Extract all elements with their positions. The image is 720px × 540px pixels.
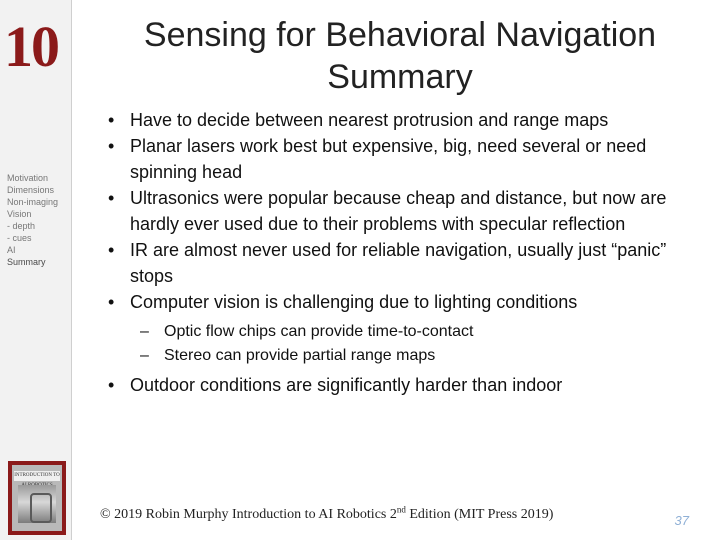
sidebar [0, 0, 72, 540]
nav-item-ai[interactable]: AI [7, 245, 16, 255]
sub-bullet-item [108, 320, 708, 344]
bullet-marker: • [108, 188, 115, 208]
bullet-text: IR are almost never used for reliable navigation, usually just “panic” stops [130, 240, 667, 286]
nav-item-cues[interactable]: - cues [7, 233, 32, 243]
sub-bullet-text: Optic flow chips can provide time-to-contact [164, 323, 474, 340]
book-cover-art [18, 485, 56, 523]
footer-superscript: nd [396, 504, 406, 515]
slide-content [108, 107, 708, 398]
book-cover-image [8, 461, 66, 535]
nav-item-depth[interactable]: - depth [7, 221, 36, 231]
bullet-item [108, 133, 708, 185]
nav-item-motivation[interactable]: Motivation [7, 173, 49, 183]
nav-item-vision[interactable]: Vision [7, 209, 32, 219]
bullet-text: Ultrasonics were popular because cheap and distance, but now are hardly ever used due to their problems with specular reflection [130, 188, 667, 234]
bullet-marker: • [108, 110, 115, 130]
bullet-marker: • [108, 375, 115, 395]
bullet-marker: • [108, 292, 115, 312]
slide-number: 37 [674, 513, 689, 528]
bullet-item [108, 289, 708, 315]
bullet-marker: • [108, 136, 115, 156]
sub-bullet-marker: – [140, 347, 149, 364]
chapter-number: 10 [4, 14, 58, 79]
nav-item-summary[interactable]: Summary [7, 257, 46, 267]
slide-title: Sensing for Behavioral Navigation Summary [143, 16, 657, 96]
book-cover-title: INTRODUCTION TO [14, 471, 60, 481]
bullet-text: Computer vision is challenging due to lighting conditions [130, 292, 578, 312]
sub-bullet-item [108, 344, 708, 368]
nav-item-dimensions[interactable]: Dimensions [7, 185, 55, 195]
bullet-marker: • [108, 240, 115, 260]
bullet-text: Outdoor conditions are significantly harder than indoor [130, 375, 563, 395]
footer-text: © 2019 Robin Murphy Introduction to AI Robotics 2 [100, 507, 397, 522]
bullet-item [108, 237, 708, 289]
copyright-footer [100, 504, 554, 523]
bullet-item [108, 185, 708, 237]
bullet-item [108, 372, 708, 398]
bullet-item [108, 107, 708, 133]
sub-bullet-marker: – [140, 323, 149, 340]
bullet-text: Planar lasers work best but expensive, big, need several or need spinning head [130, 136, 647, 182]
bullet-text: Have to decide between nearest protrusion and range maps [130, 110, 609, 130]
sub-bullet-list [108, 320, 708, 368]
sub-bullet-text: Stereo can provide partial range maps [164, 347, 436, 364]
footer-text-end: Edition (MIT Press 2019) [405, 507, 554, 522]
section-nav [7, 172, 58, 268]
nav-item-non-imaging[interactable]: Non-imaging [7, 197, 59, 207]
